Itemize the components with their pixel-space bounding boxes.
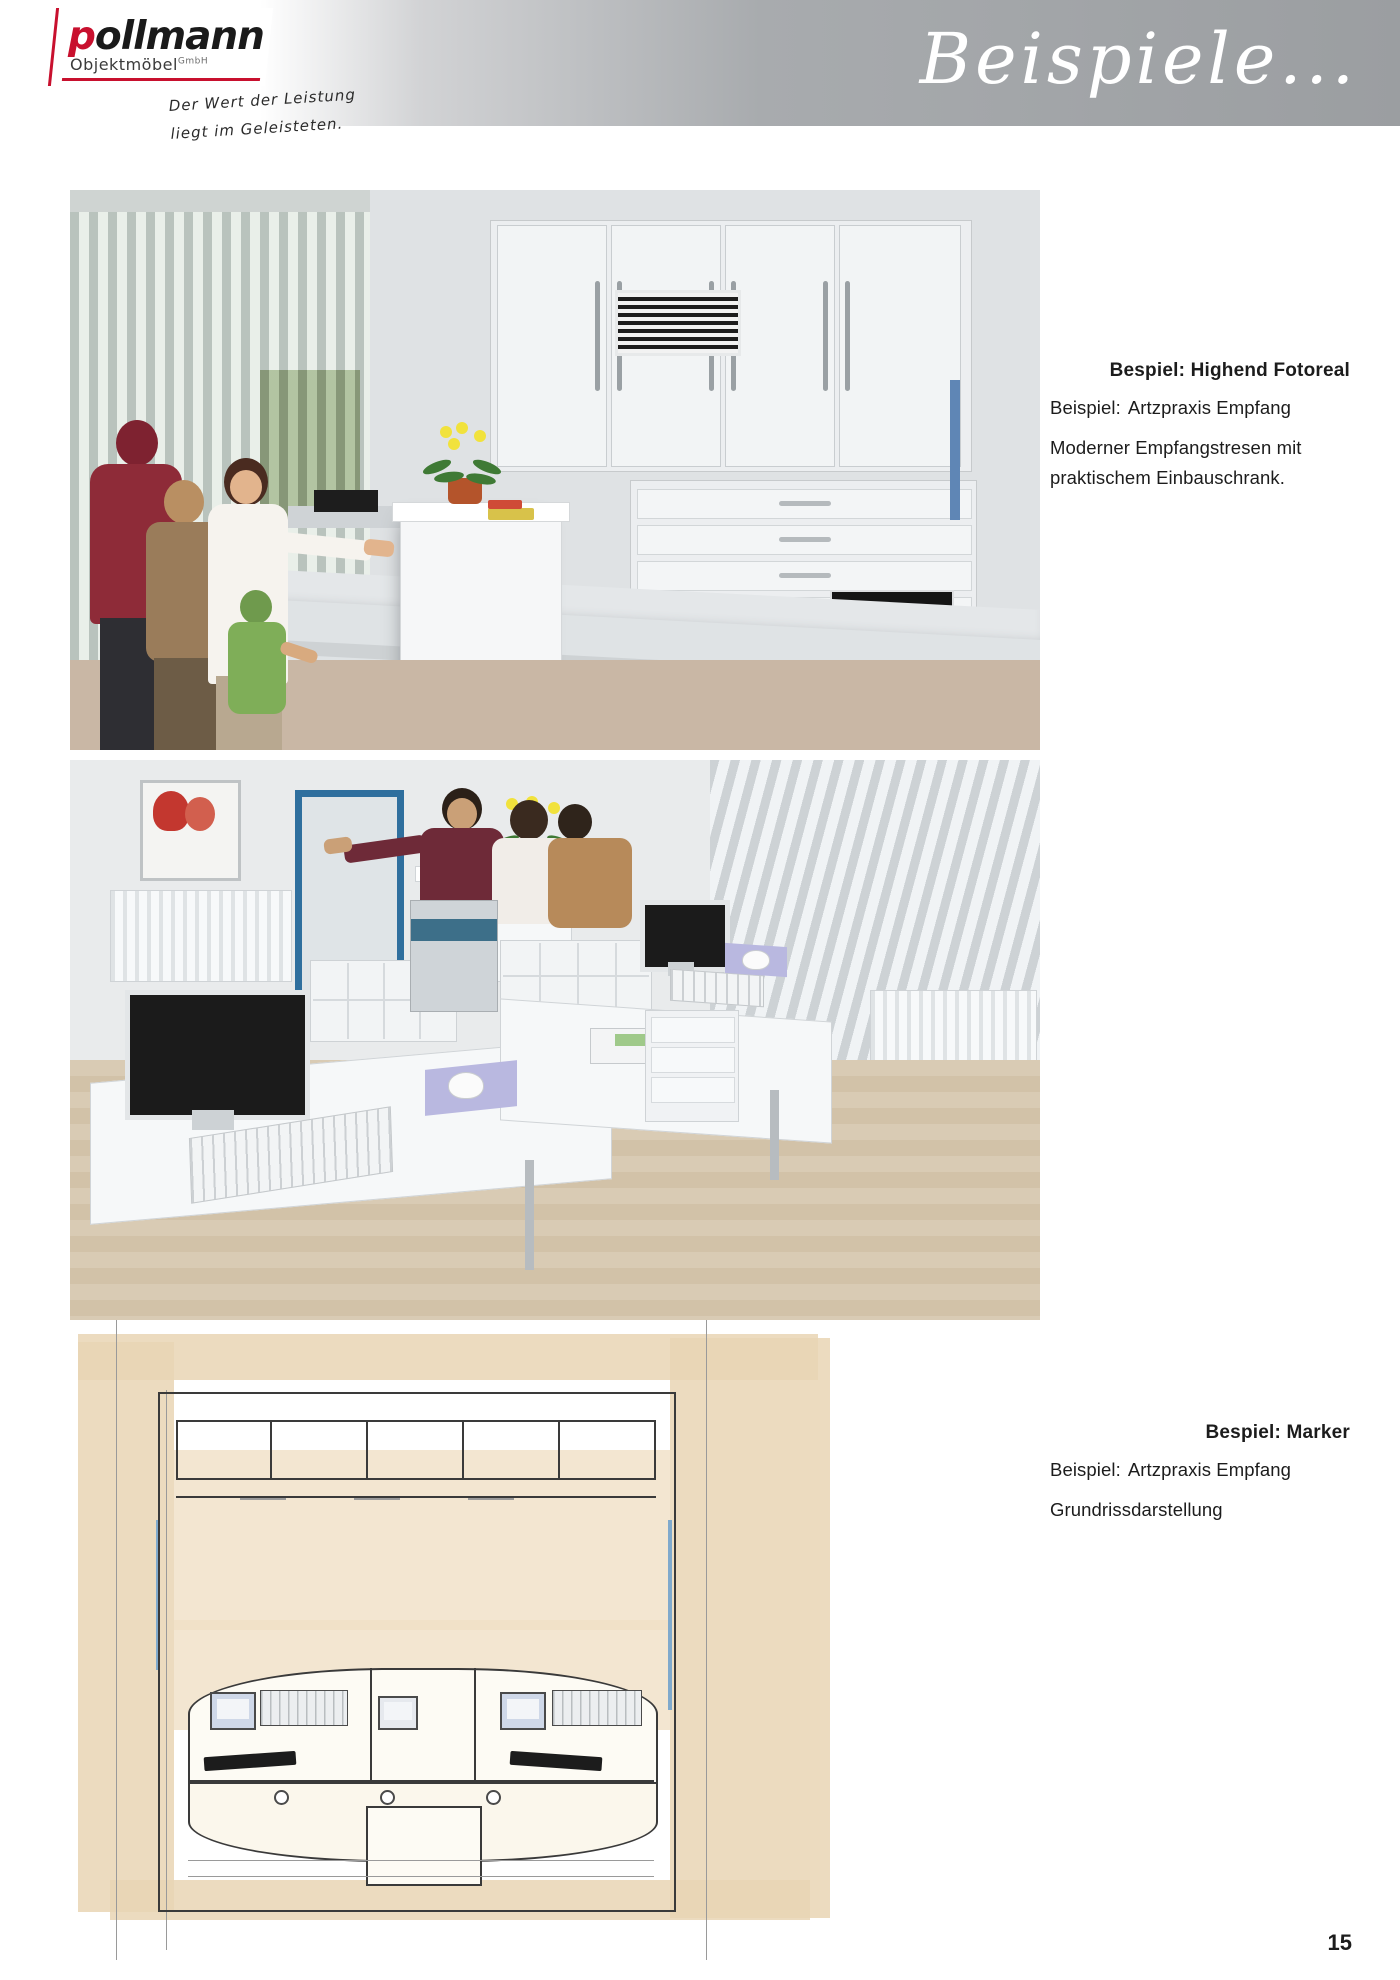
- person-torso: [548, 838, 632, 928]
- person-head: [510, 800, 548, 840]
- caption-marker: [1050, 1422, 1350, 1525]
- cabinet-door: [839, 225, 961, 467]
- cable-grommet: [486, 1790, 501, 1805]
- company-logo: [52, 8, 357, 143]
- floor-line: [188, 1876, 654, 1877]
- shelf-board: [503, 975, 649, 977]
- wall-accent-strip: [950, 380, 960, 520]
- plant-flower: [456, 422, 468, 434]
- person-head: [240, 590, 272, 624]
- person-torso: [228, 622, 286, 714]
- monitor-symbol-centre: [378, 1696, 418, 1730]
- window-band-line: [176, 1478, 656, 1480]
- logo-wordmark-rest: ollmann: [94, 14, 264, 59]
- person-hand: [363, 538, 395, 557]
- drawer: [651, 1077, 735, 1103]
- window-mullion: [270, 1420, 272, 1480]
- plant-flower: [474, 430, 486, 442]
- cabinet-handle: [823, 281, 828, 391]
- phone-display: [615, 1034, 645, 1046]
- wall-line: [158, 1910, 676, 1912]
- cabinet-door: [497, 225, 607, 467]
- caption-title: Bespiel: Marker: [1205, 1422, 1350, 1443]
- page-number: 15: [1327, 1930, 1352, 1955]
- company-claim: [168, 78, 401, 148]
- computer-monitor-left: [125, 990, 310, 1120]
- page-title: Beispiele...: [919, 18, 1358, 100]
- ventilation-grille: [615, 290, 741, 356]
- drawer: [651, 1047, 735, 1073]
- person-head: [116, 420, 158, 466]
- guide-line: [116, 1320, 117, 1960]
- cable-grommet: [380, 1790, 395, 1805]
- monitor-symbol-left: [210, 1692, 256, 1730]
- caption-label: Beispiel:: [1050, 1459, 1121, 1480]
- cabinet-handle: [595, 281, 600, 391]
- caption-subject-line: [1050, 1455, 1350, 1485]
- counter-podium-top: [392, 502, 570, 522]
- person-figure-child: [218, 590, 308, 750]
- guide-line: [166, 1390, 167, 1950]
- counter-folder: [488, 508, 534, 520]
- person-face: [230, 470, 262, 504]
- shelf-divider: [615, 943, 617, 1011]
- drawer: [637, 525, 972, 555]
- window-mullion: [654, 1420, 656, 1480]
- marker-wash: [78, 1334, 818, 1380]
- desk-leg: [770, 1090, 779, 1180]
- logo-subtitle-text: Objektmöbel: [70, 55, 178, 74]
- blind-rail: [70, 190, 370, 212]
- window-mullion: [366, 1420, 368, 1480]
- keyboard-symbol-left: [260, 1690, 348, 1726]
- computer-mouse-left: [448, 1072, 484, 1099]
- desk-leg: [525, 1160, 534, 1270]
- marker-wash: [174, 1450, 674, 1630]
- caption-subject: Artzpraxis Empfang: [1127, 397, 1292, 418]
- drawer-handle: [779, 537, 831, 542]
- cable-grommet: [274, 1790, 289, 1805]
- logo-legal-form: GmbH: [177, 56, 209, 67]
- logo-underline-rule: [62, 78, 260, 81]
- detail-tick: [240, 1498, 286, 1500]
- cabinet-door: [725, 225, 835, 467]
- detail-tick: [354, 1498, 400, 1500]
- computer-mouse-right: [742, 950, 770, 970]
- cabinet-handle: [845, 281, 850, 391]
- monitor-stand: [192, 1110, 234, 1130]
- person-head: [558, 804, 592, 840]
- counter-centre-panel: [366, 1806, 482, 1886]
- drawer-handle: [779, 501, 831, 506]
- marker-wash: [670, 1338, 830, 1918]
- logo-wordmark: [68, 14, 264, 59]
- caption-title: Bespiel: Highend Fotoreal: [1109, 360, 1350, 381]
- caption-label: Beispiel:: [1050, 397, 1121, 418]
- window-mullion: [176, 1420, 178, 1480]
- monitor-screen: [507, 1699, 539, 1719]
- wall-line: [158, 1392, 160, 1912]
- monitor-screen: [217, 1699, 249, 1719]
- shelf-divider: [383, 963, 385, 1039]
- artwork-shape: [153, 791, 189, 831]
- caption-description-line-1: Moderner Empfangstresen mit: [1050, 437, 1302, 458]
- artwork-shape: [185, 797, 215, 831]
- window-mullion: [558, 1420, 560, 1480]
- figure-marker-floorplan: [70, 1320, 1040, 1960]
- monitor-symbol-right: [500, 1692, 546, 1730]
- monitor-screen: [384, 1702, 412, 1720]
- marker-wash: [110, 1880, 810, 1920]
- window-mullion: [462, 1420, 464, 1480]
- page-header: [0, 0, 1400, 143]
- shelf-divider: [347, 963, 349, 1039]
- drawer: [651, 1017, 735, 1043]
- drawer: [637, 561, 972, 591]
- counter-folder-red: [488, 500, 522, 509]
- potted-plant: [422, 422, 508, 484]
- drawer-handle: [779, 573, 831, 578]
- detail-tick: [468, 1498, 514, 1500]
- window-band-line: [176, 1420, 656, 1422]
- caption-subject-line: [1050, 393, 1350, 423]
- shelf-divider: [577, 943, 579, 1011]
- figure-office-render: [70, 760, 1040, 1320]
- radiator: [110, 890, 292, 982]
- floor-line: [188, 1860, 654, 1861]
- wall-line: [158, 1392, 676, 1394]
- plant-flower: [440, 426, 452, 438]
- logo-subtitle: [70, 55, 208, 74]
- wall-line: [674, 1392, 676, 1912]
- guide-line: [706, 1320, 707, 1960]
- plant-leaf: [433, 470, 464, 484]
- drawer: [637, 489, 972, 519]
- printer-control-band: [411, 919, 497, 941]
- company-claim-line-1: Der Wert der Leistung: [168, 85, 357, 115]
- office-printer: [410, 900, 498, 1012]
- logo-wordmark-initial: p: [68, 14, 95, 59]
- mobile-drawer-pedestal: [645, 1010, 739, 1122]
- caption-description-line-1: Grundrissdarstellung: [1050, 1499, 1223, 1520]
- caption-highend-fotoreal: [1050, 360, 1350, 493]
- caption-description-line-2: praktischem Einbauschrank.: [1050, 467, 1285, 488]
- company-claim-line-2: liegt im Geleisteten.: [170, 114, 344, 143]
- wall-artwork: [140, 780, 241, 881]
- plant-flower: [448, 438, 460, 450]
- caption-subject: Artzpraxis Empfang: [1127, 1459, 1292, 1480]
- guide-line-blue: [668, 1520, 672, 1710]
- keyboard-symbol-right: [552, 1690, 642, 1726]
- figure-reception-photoreal: [70, 190, 1040, 750]
